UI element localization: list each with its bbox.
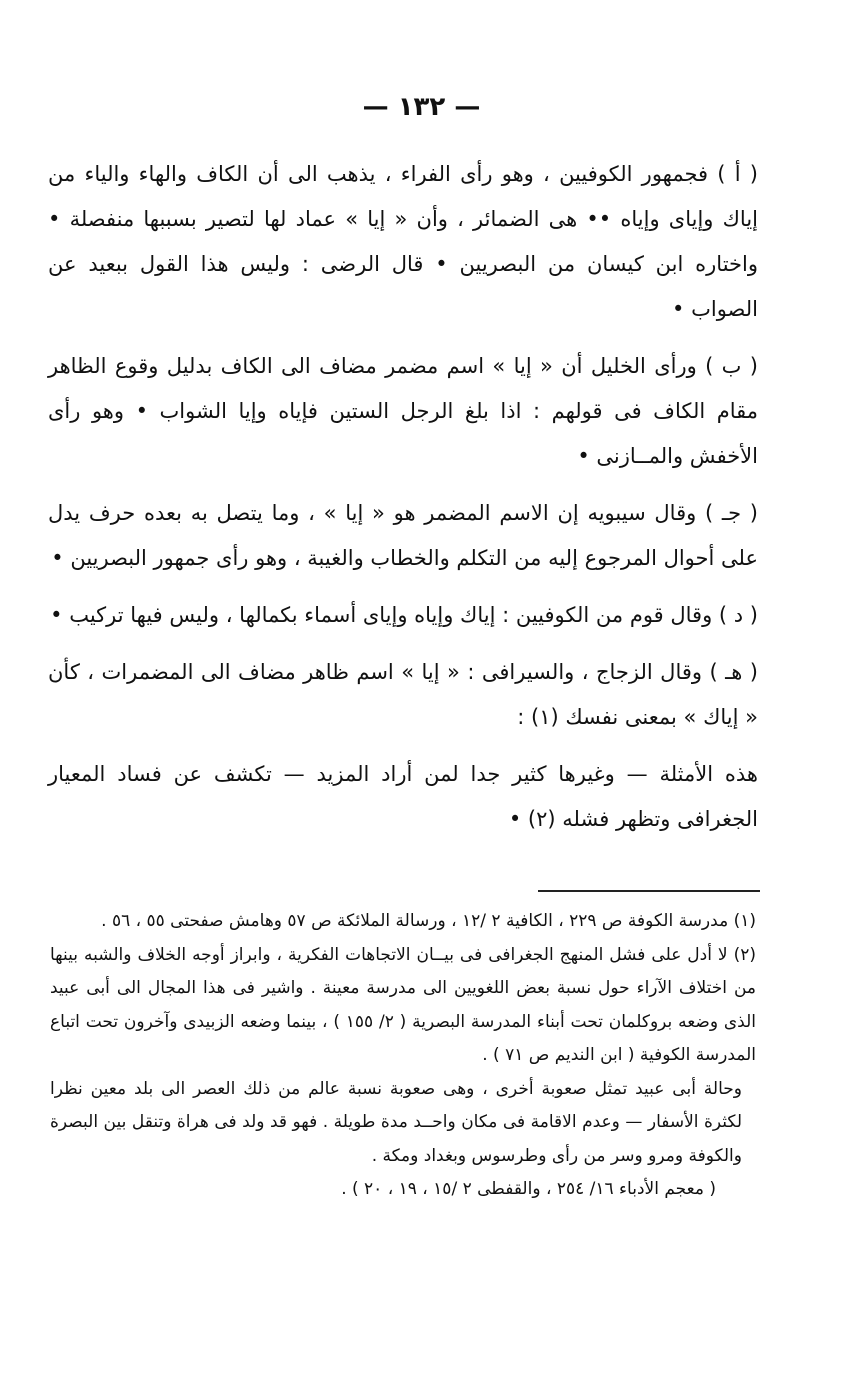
footnotes xyxy=(50,905,756,1207)
footnote-1: (١) مدرسة الكوفة ص ٢٢٩ ، الكافية ٢ /١٢ ، ورسالة الملائكة ص ٥٧ وهامش صفحتى ٥٥ ، ٥٦ . xyxy=(101,911,756,931)
paragraph-d: ( د ) وقال قوم من الكوفيين : إياك وإياه وإياى أسماء بكمالها ، وليس فيها تركيب • xyxy=(50,603,758,627)
paragraph-b: ( ب ) ورأى الخليل أن « إيا » اسم مضمر مضاف الى الكاف بدليل وقوع الظاهر مقام الكاف فى قولهم : اذا بلغ الرجل الستين فإياه وإيا الشواب • وهو رأى الأخفش والمــازنى • xyxy=(48,354,758,468)
footnote-2-source: ( معجم الأدباء ١٦/ ٢٥٤ ، والقفطى ٢ /١٥ ، ١٩ ، ٢٠ ) . xyxy=(341,1179,716,1199)
paragraph-conclusion: هذه الأمثلة — وغيرها كثير جدا لمن أراد المزيد — تكشف عن فساد المعيار الجغرافى وتظهر فشله (٢) • xyxy=(48,762,758,831)
main-text xyxy=(48,152,758,852)
footnote-divider xyxy=(538,890,760,892)
footnote-2-continuation: وحالة أبى عبيد تمثل صعوبة أخرى ، وهى صعوبة نسبة عالم من ذلك العصر الى بلد معين نظرا لكثرة الأسفار — وعدم الاقامة فى مكان واحــد مدة طويلة . فهو قد ولد فى هراة وتنقل بين البصرة والكوفة ومرو وسر من رأى وطرسوس وبغداد ومكة . xyxy=(50,1078,742,1166)
footnote-2: (٢) لا أدل على فشل المنهج الجغرافى فى بيــان الاتجاهات الفكرية ، وابراز أوجه الخلاف والشبه بينها من اختلاف الآراء حول نسبة بعض اللغويين الى مدرسة معينة . واشير فى هذا المجال الى أبى عبيد الذى وضعه بروكلمان تحت أبناء المدرسة البصرية ( ٢/ ١٥٥ ) ، بينما وضعه الزبيدى وآخرون تحت اتباع المدرسة الكوفية ( ابن النديم ص ٧١ ) . xyxy=(50,944,756,1065)
page-number: — ١٣٢ — xyxy=(362,92,481,122)
paragraph-a: ( أ ) فجمهور الكوفيين ، وهو رأى الفراء ، يذهب الى أن الكاف والهاء والياء من إياك وإياى وإياه •• هى الضمائر ، وأن « إيا » عماد لها لتصير بسببها منفصلة • واختاره ابن كيسان من البصريين • قال الرضى : وليس هذا القول ببعيد عن الصواب • xyxy=(48,162,758,321)
paragraph-c: ( جـ ) وقال سيبويه إن الاسم المضمر هو « إيا » ، وما يتصل به بعده حرف يدل على أحوال المرجوع إليه من التكلم والخطاب والغيبة ، وهو رأى جمهور البصريين • xyxy=(48,501,758,570)
paragraph-e: ( هـ ) وقال الزجاج ، والسيرافى : « إيا » اسم ظاهر مضاف الى المضمرات ، كأن « إياك » بمعنى نفسك (١) : xyxy=(48,660,758,729)
